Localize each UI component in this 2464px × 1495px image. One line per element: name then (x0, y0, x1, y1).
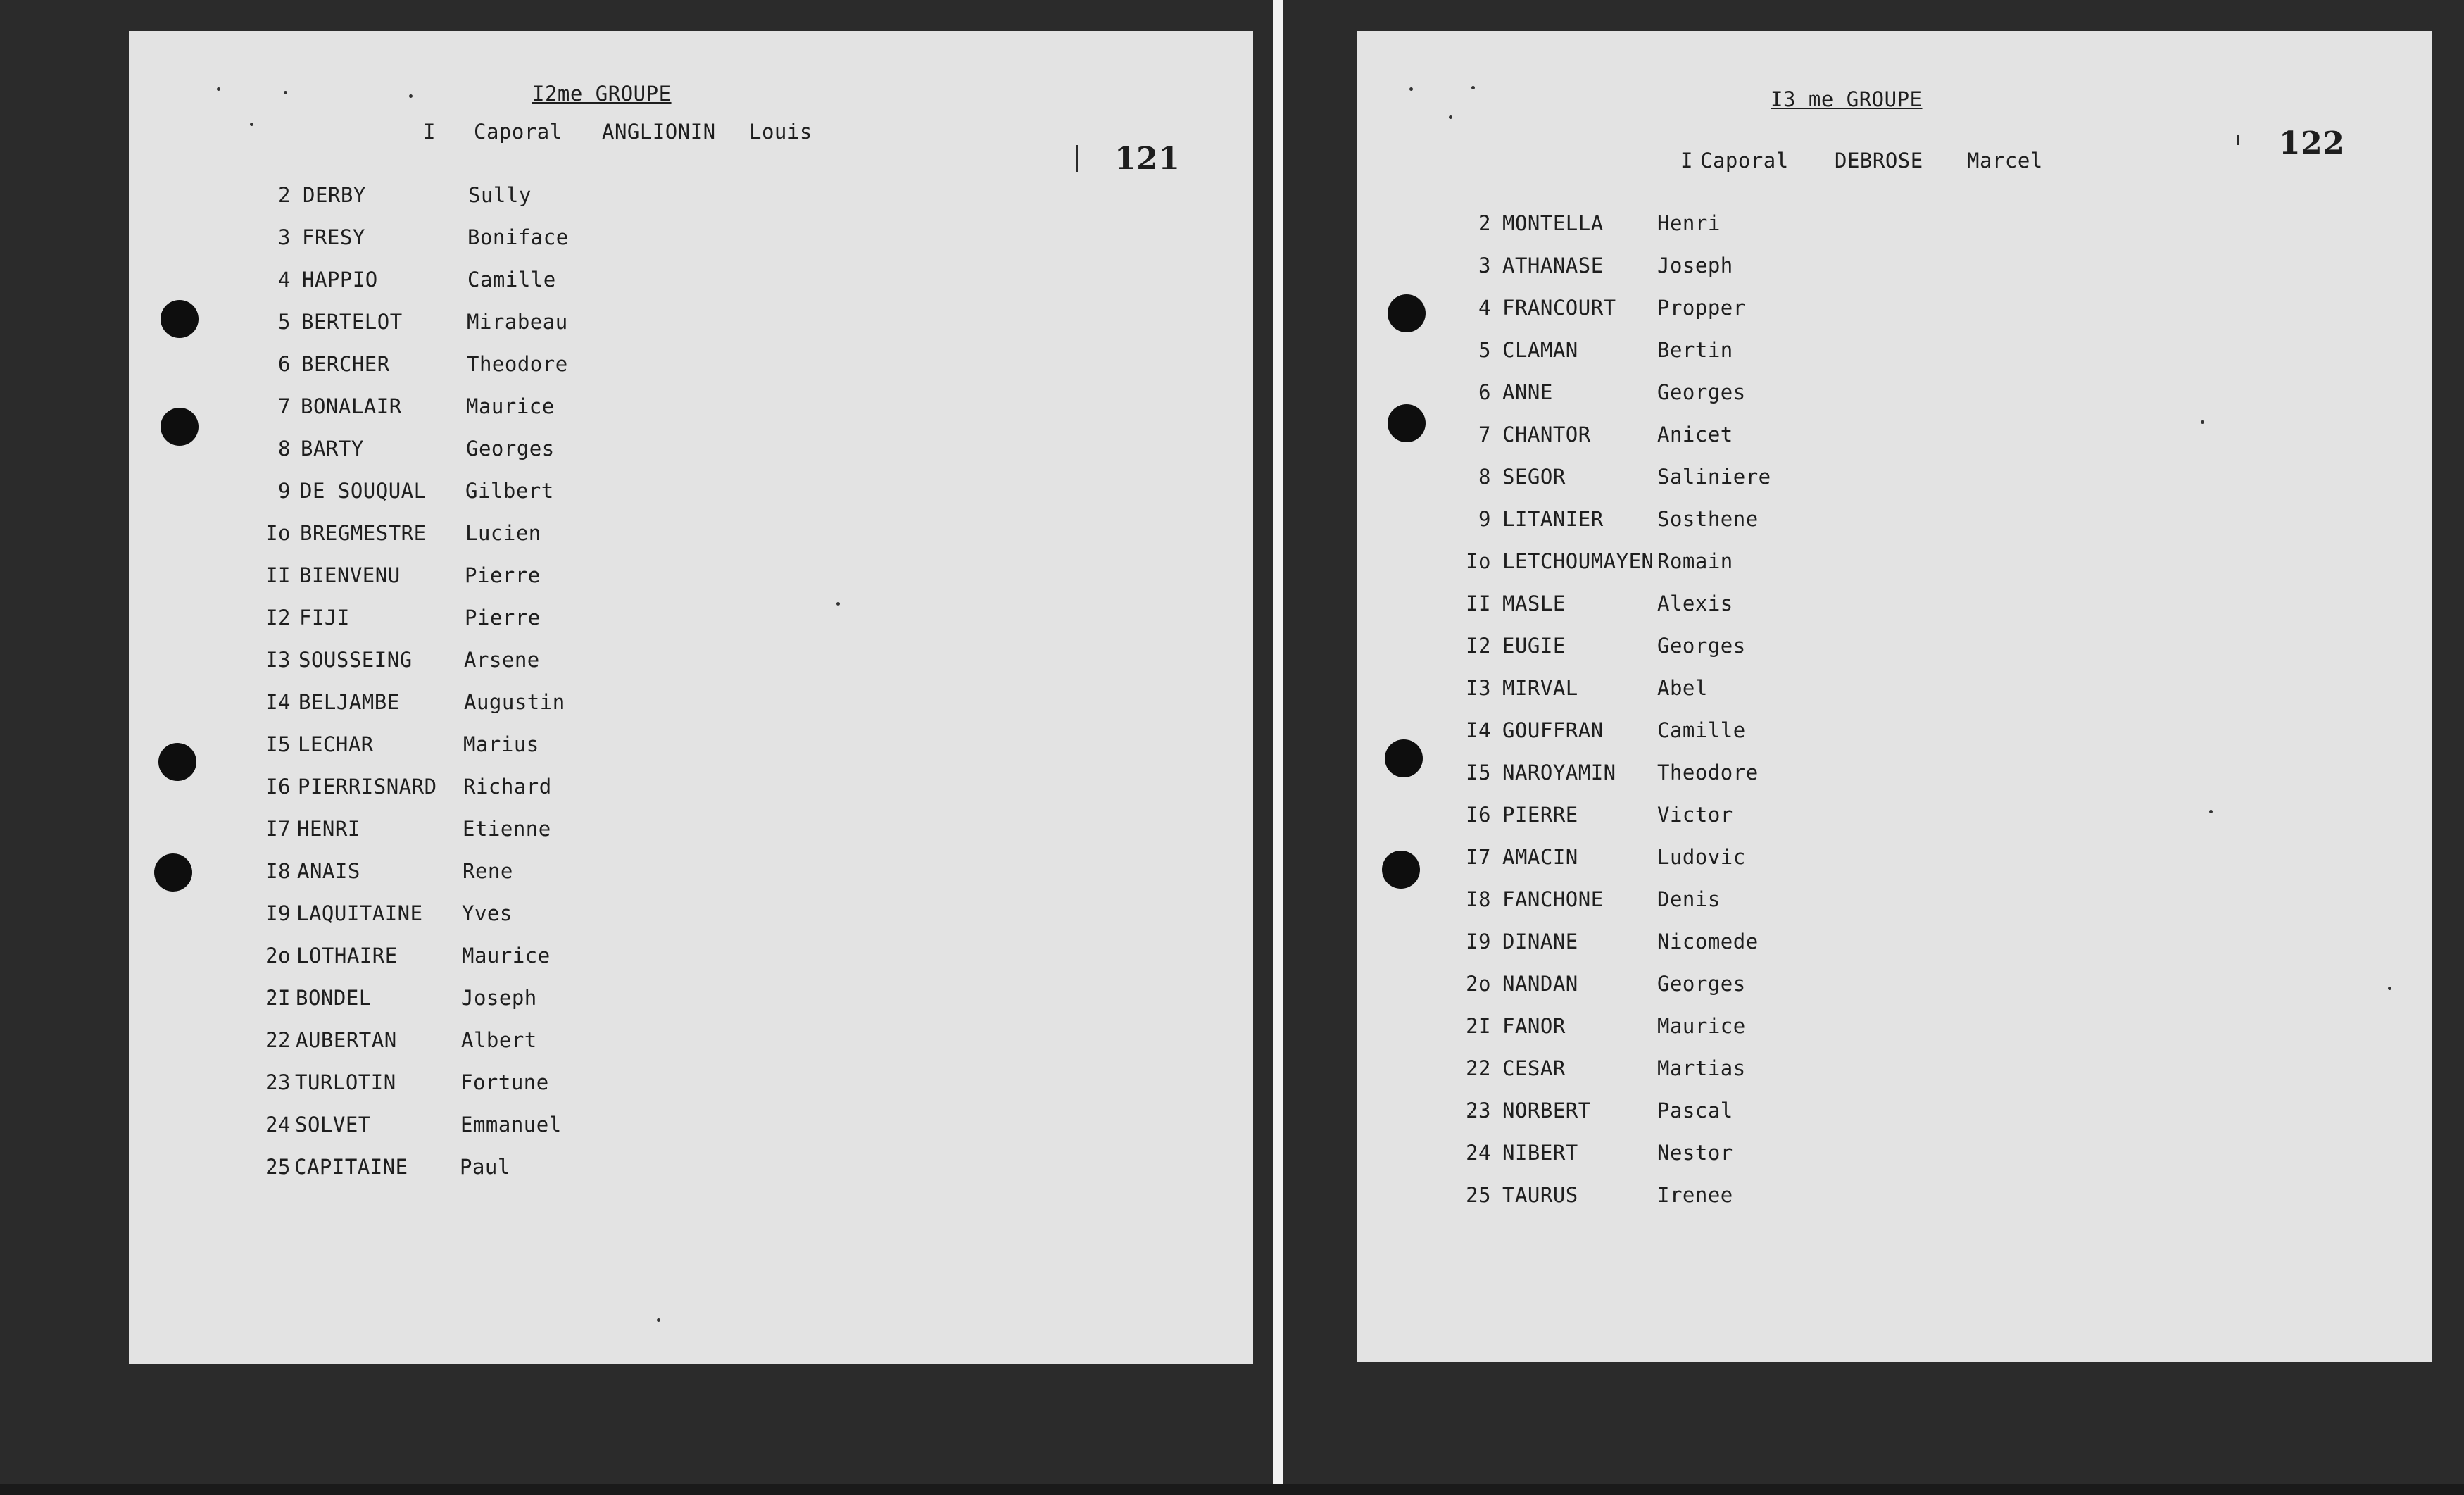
row-number: 8 (1478, 465, 1491, 489)
dust-speck (2209, 810, 2213, 813)
row-surname: BERCHER (301, 352, 390, 376)
row-first-name: Marius (463, 732, 539, 756)
row-first-name: Saliniere (1657, 465, 1771, 489)
row-number: Io (1466, 549, 1491, 573)
row-first-name: Etienne (463, 817, 551, 841)
left-page (129, 31, 1253, 1364)
row-number: 22 (265, 1028, 291, 1052)
row-first-name: Henri (1657, 211, 1721, 235)
row-first-name: Pierre (465, 563, 541, 587)
row-number: 3 (278, 225, 291, 249)
leader-first-name: Louis (749, 120, 812, 144)
row-surname: DINANE (1502, 930, 1578, 953)
dust-speck (1449, 115, 1452, 119)
row-first-name: Emmanuel (460, 1113, 562, 1137)
leader-number: I (1680, 149, 1693, 173)
row-surname: GOUFFRAN (1502, 718, 1604, 742)
row-surname: PIERRISNARD (298, 775, 437, 799)
row-surname: FRESY (302, 225, 365, 249)
row-surname: SEGOR (1502, 465, 1566, 489)
row-number: I3 (1466, 676, 1491, 700)
row-first-name: Sully (468, 183, 532, 207)
dust-speck (2388, 987, 2391, 990)
row-surname: CESAR (1502, 1056, 1566, 1080)
row-number: 2o (1466, 972, 1491, 996)
row-number: I4 (1466, 718, 1491, 742)
row-surname: LITANIER (1502, 507, 1604, 531)
row-number: I5 (265, 732, 291, 756)
row-first-name: Yves (462, 901, 513, 925)
dust-speck (250, 123, 253, 126)
row-first-name: Alexis (1657, 592, 1733, 615)
row-number: I2 (1466, 634, 1491, 658)
row-number: I6 (265, 775, 291, 799)
row-first-name: Victor (1657, 803, 1733, 827)
row-first-name: Anicet (1657, 423, 1733, 446)
row-surname: CAPITAINE (294, 1155, 408, 1179)
leader-rank: Caporal (474, 120, 562, 144)
row-first-name: Rene (463, 859, 513, 883)
row-number: II (265, 563, 291, 587)
dust-speck (836, 602, 840, 606)
row-surname: NAROYAMIN (1502, 761, 1616, 784)
row-surname: NORBERT (1502, 1099, 1591, 1122)
row-number: 5 (278, 310, 291, 334)
row-surname: LAQUITAINE (296, 901, 423, 925)
row-surname: DE SOUQUAL (300, 479, 427, 503)
row-surname: BONALAIR (301, 394, 402, 418)
row-first-name: Richard (463, 775, 552, 799)
row-first-name: Maurice (466, 394, 555, 418)
row-first-name: Camille (1657, 718, 1746, 742)
page-number: 122 (2279, 125, 2345, 161)
row-surname: EUGIE (1502, 634, 1566, 658)
dust-speck (1409, 87, 1413, 91)
leader-first-name: Marcel (1967, 149, 2043, 173)
punch-hole (158, 743, 196, 781)
row-number: Io (265, 521, 291, 545)
dust-speck (657, 1318, 660, 1322)
row-number: 2 (278, 183, 291, 207)
row-number: 2I (265, 986, 291, 1010)
leader-rank: Caporal (1700, 149, 1789, 173)
punch-hole (1388, 404, 1426, 442)
row-first-name: Maurice (1657, 1014, 1746, 1038)
row-first-name: Abel (1657, 676, 1708, 700)
row-number: 7 (1478, 423, 1491, 446)
row-surname: SOLVET (295, 1113, 371, 1137)
row-first-name: Camille (467, 268, 556, 292)
row-number: 8 (278, 437, 291, 461)
row-surname: AUBERTAN (296, 1028, 397, 1052)
row-surname: BERTELOT (301, 310, 403, 334)
punch-hole (1385, 739, 1423, 777)
row-surname: BONDEL (296, 986, 372, 1010)
row-first-name: Nicomede (1657, 930, 1759, 953)
row-number: 23 (1466, 1099, 1491, 1122)
row-first-name: Ludovic (1657, 845, 1746, 869)
row-number: 4 (278, 268, 291, 292)
row-number: 2 (1478, 211, 1491, 235)
row-first-name: Albert (461, 1028, 537, 1052)
margin-tick (2237, 135, 2239, 145)
row-first-name: Theodore (1657, 761, 1759, 784)
row-surname: NIBERT (1502, 1141, 1578, 1165)
row-surname: MIRVAL (1502, 676, 1578, 700)
dust-speck (1471, 86, 1475, 89)
row-surname: TAURUS (1502, 1183, 1578, 1207)
row-number: I7 (1466, 845, 1491, 869)
row-surname: TURLOTIN (295, 1070, 396, 1094)
row-number: I7 (265, 817, 291, 841)
row-surname: MASLE (1502, 592, 1566, 615)
dust-speck (284, 91, 287, 94)
row-number: I6 (1466, 803, 1491, 827)
row-number: I9 (265, 901, 291, 925)
row-number: I3 (265, 648, 291, 672)
row-surname: BELJAMBE (298, 690, 400, 714)
margin-tick (1076, 145, 1078, 172)
row-surname: MONTELLA (1502, 211, 1604, 235)
leader-surname: ANGLIONIN (602, 120, 716, 144)
row-number: 4 (1478, 296, 1491, 320)
row-number: 2I (1466, 1014, 1491, 1038)
row-first-name: Boniface (467, 225, 569, 249)
row-surname: DERBY (303, 183, 366, 207)
scan-divider (1273, 0, 1283, 1495)
dust-speck (2201, 420, 2204, 424)
row-surname: FANOR (1502, 1014, 1566, 1038)
row-surname: LOTHAIRE (296, 944, 398, 968)
row-number: 25 (1466, 1183, 1491, 1207)
row-first-name: Mirabeau (467, 310, 568, 334)
group-title: I3 me GROUPE (1771, 87, 1923, 111)
row-surname: SOUSSEING (298, 648, 413, 672)
row-first-name: Bertin (1657, 338, 1733, 362)
leader-surname: DEBROSE (1835, 149, 1923, 173)
row-number: 24 (1466, 1141, 1491, 1165)
row-number: 6 (1478, 380, 1491, 404)
dust-speck (217, 87, 220, 91)
row-surname: BARTY (301, 437, 364, 461)
row-surname: NANDAN (1502, 972, 1578, 996)
row-surname: BREGMESTRE (300, 521, 427, 545)
row-surname: FIJI (299, 606, 350, 630)
punch-hole (161, 300, 199, 338)
row-first-name: Georges (466, 437, 555, 461)
row-first-name: Paul (460, 1155, 510, 1179)
row-number: 7 (278, 394, 291, 418)
punch-hole (1388, 294, 1426, 332)
row-first-name: Georges (1657, 634, 1746, 658)
row-first-name: Maurice (462, 944, 551, 968)
row-first-name: Theodore (467, 352, 568, 376)
row-number: 23 (265, 1070, 291, 1094)
row-number: I4 (265, 690, 291, 714)
row-surname: HAPPIO (302, 268, 378, 292)
row-number: I2 (265, 606, 291, 630)
page-number: 121 (1114, 141, 1181, 177)
row-first-name: Sosthene (1657, 507, 1759, 531)
row-surname: LECHAR (298, 732, 374, 756)
row-surname: ATHANASE (1502, 254, 1604, 277)
row-number: 5 (1478, 338, 1491, 362)
row-surname: HENRI (297, 817, 360, 841)
row-number: 9 (1478, 507, 1491, 531)
row-first-name: Denis (1657, 887, 1721, 911)
row-number: II (1466, 592, 1491, 615)
punch-hole (161, 408, 199, 446)
row-number: 22 (1466, 1056, 1491, 1080)
row-first-name: Gilbert (465, 479, 554, 503)
leader-number: I (423, 120, 436, 144)
row-first-name: Irenee (1657, 1183, 1733, 1207)
row-surname: AMACIN (1502, 845, 1578, 869)
row-number: 9 (278, 479, 291, 503)
row-number: 25 (265, 1155, 291, 1179)
row-first-name: Martias (1657, 1056, 1746, 1080)
row-number: I8 (1466, 887, 1491, 911)
row-number: 2o (265, 944, 291, 968)
row-number: I5 (1466, 761, 1491, 784)
row-surname: CHANTOR (1502, 423, 1591, 446)
row-number: 3 (1478, 254, 1491, 277)
row-first-name: Arsene (464, 648, 540, 672)
row-surname: ANAIS (297, 859, 360, 883)
punch-hole (1382, 851, 1420, 889)
row-first-name: Georges (1657, 972, 1746, 996)
row-first-name: Fortune (460, 1070, 549, 1094)
row-number: I8 (265, 859, 291, 883)
row-surname: ANNE (1502, 380, 1553, 404)
right-page (1357, 31, 2432, 1362)
row-first-name: Propper (1657, 296, 1746, 320)
row-surname: CLAMAN (1502, 338, 1578, 362)
row-surname: FRANCOURT (1502, 296, 1616, 320)
row-surname: LETCHOUMAYEN (1502, 549, 1654, 573)
row-first-name: Nestor (1657, 1141, 1733, 1165)
dust-speck (409, 94, 413, 98)
row-first-name: Lucien (465, 521, 541, 545)
row-first-name: Romain (1657, 549, 1733, 573)
row-first-name: Pierre (465, 606, 541, 630)
row-surname: BIENVENU (299, 563, 401, 587)
row-first-name: Georges (1657, 380, 1746, 404)
row-number: I9 (1466, 930, 1491, 953)
scan-bottom-edge (0, 1484, 2464, 1495)
row-surname: FANCHONE (1502, 887, 1604, 911)
row-first-name: Joseph (1657, 254, 1733, 277)
row-first-name: Augustin (464, 690, 565, 714)
punch-hole (154, 853, 192, 892)
row-number: 24 (265, 1113, 291, 1137)
row-first-name: Joseph (461, 986, 537, 1010)
group-title: I2me GROUPE (532, 82, 672, 106)
row-surname: PIERRE (1502, 803, 1578, 827)
row-first-name: Pascal (1657, 1099, 1733, 1122)
row-number: 6 (278, 352, 291, 376)
